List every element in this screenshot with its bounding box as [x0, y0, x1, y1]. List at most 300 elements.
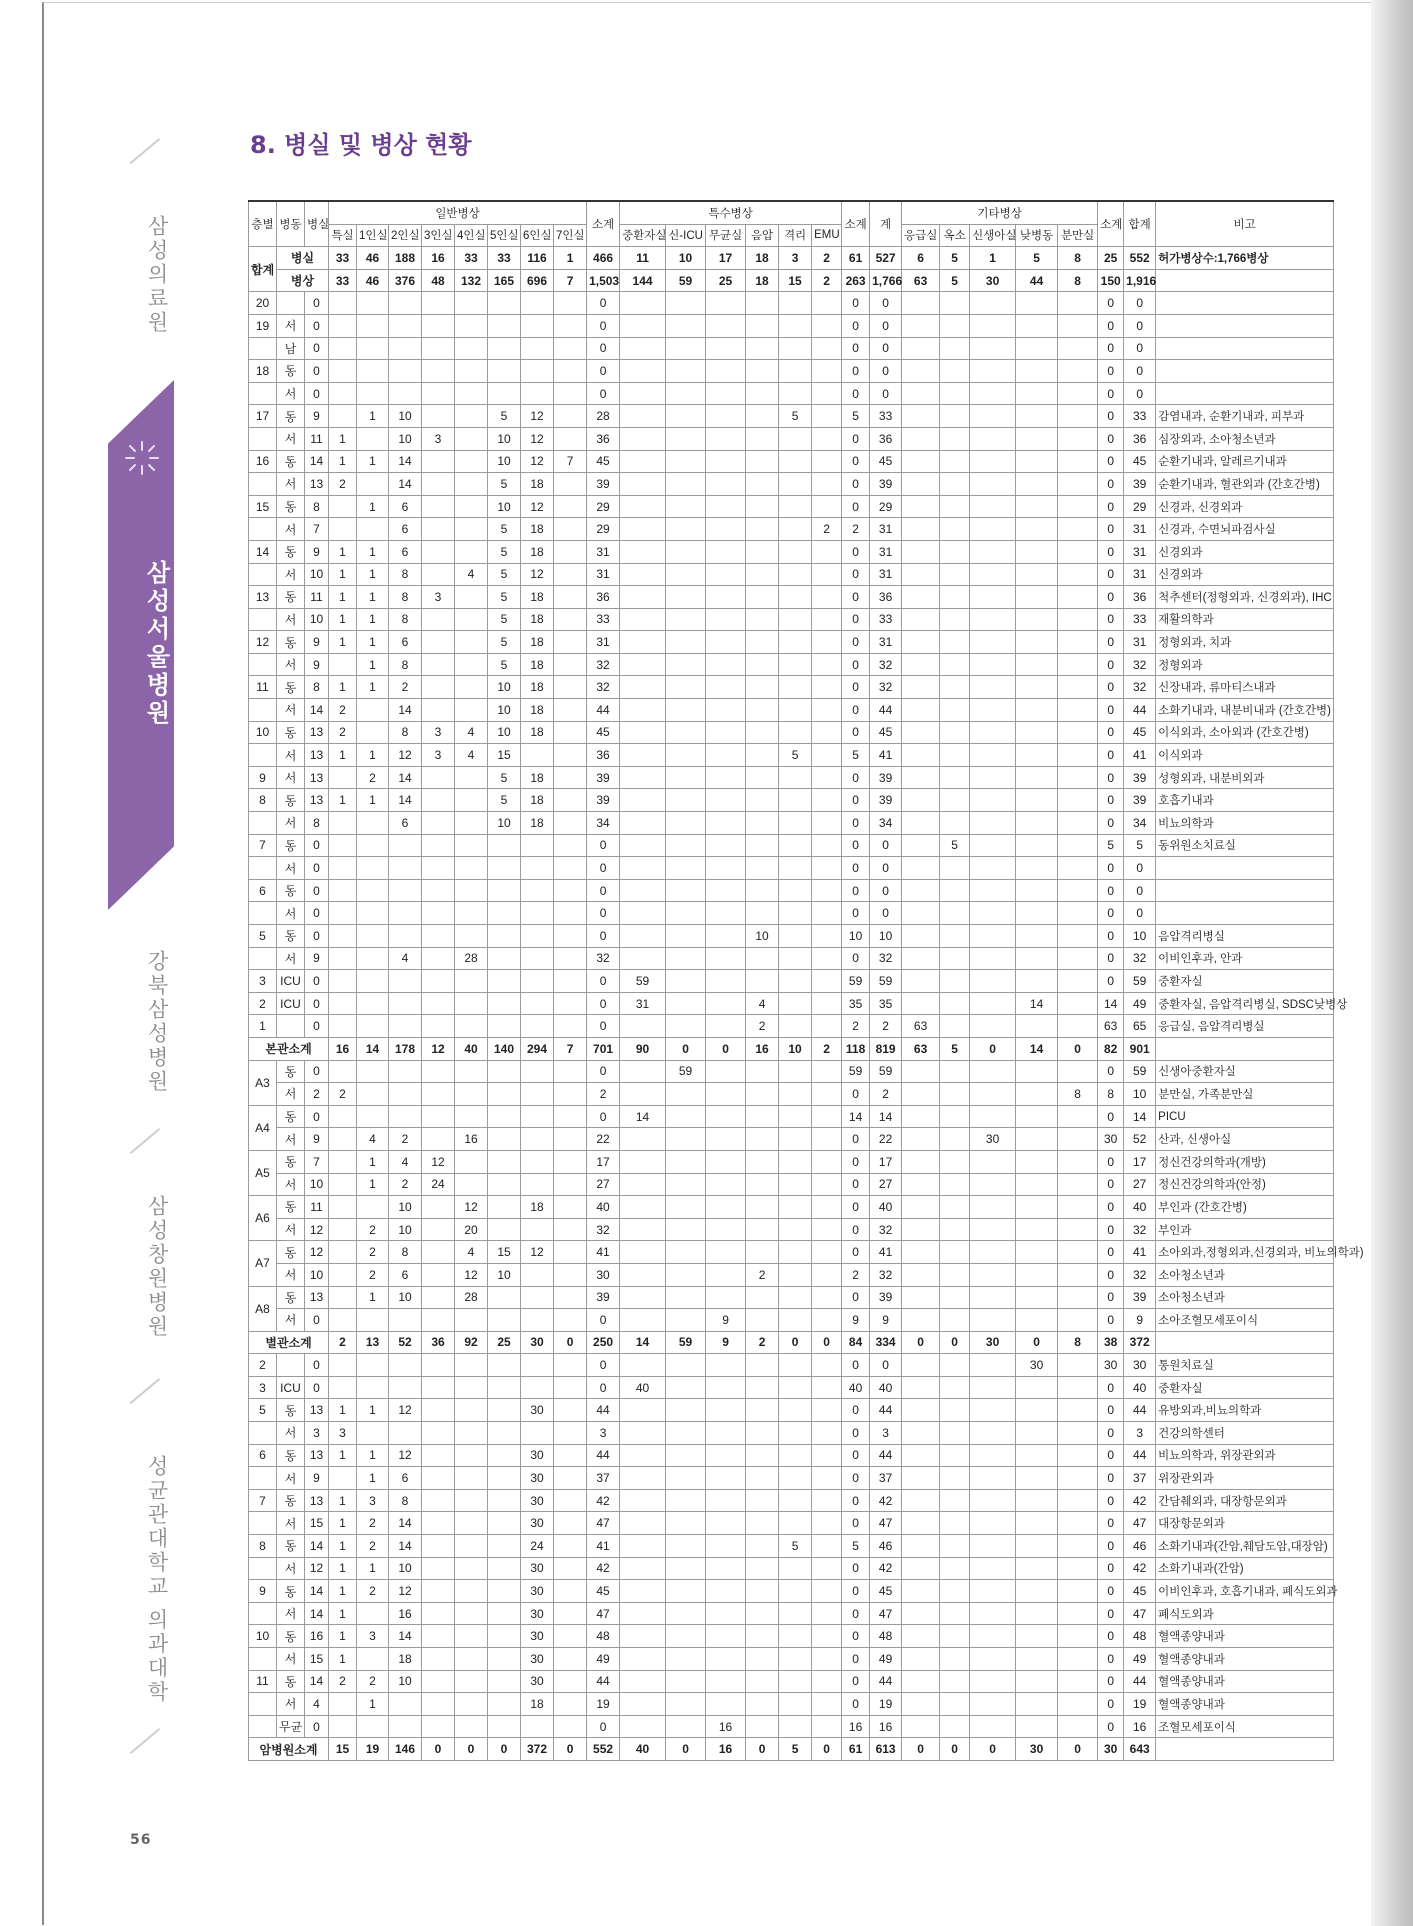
table-row [249, 1489, 1334, 1512]
table-cell [620, 1602, 666, 1625]
table-cell [746, 789, 779, 812]
table-cell [249, 518, 277, 541]
table-cell [940, 563, 970, 586]
table-cell: 14 [389, 1535, 422, 1558]
table-cell: 1 [329, 1580, 357, 1603]
table-cell [746, 586, 779, 609]
table-cell: 527 [870, 247, 902, 270]
table-cell: 1 [329, 676, 357, 699]
table-cell: 0 [1124, 857, 1156, 880]
table-cell: 0 [455, 1738, 488, 1761]
table-cell: 5 [249, 1399, 277, 1422]
table-cell: 20 [455, 1218, 488, 1241]
table-cell [940, 1648, 970, 1671]
table-cell: 33 [1124, 608, 1156, 631]
table-cell: 본관소계 [249, 1037, 329, 1060]
table-cell [746, 947, 779, 970]
table-cell [706, 1286, 746, 1309]
table-cell [422, 902, 455, 925]
table-cell [249, 1602, 277, 1625]
table-cell: 10 [249, 721, 277, 744]
table-cell: 11 [305, 1196, 329, 1219]
table-cell: 폐식도외과 [1156, 1602, 1334, 1625]
table-cell: 0 [305, 1015, 329, 1038]
table-row [249, 1241, 1334, 1264]
table-cell: 소아외과,정형외과,신경외과, 비뇨의학과) [1156, 1241, 1334, 1264]
table-cell [422, 812, 455, 835]
table-cell: 250 [587, 1331, 620, 1354]
table-cell: 10 [488, 495, 521, 518]
table-cell: 0 [587, 1309, 620, 1332]
table-cell [554, 1376, 587, 1399]
table-cell [940, 992, 970, 1015]
header-cell: 특실 [329, 224, 357, 247]
table-cell: 59 [620, 970, 666, 993]
table-cell: 0 [305, 970, 329, 993]
table-cell [488, 1309, 521, 1332]
table-cell: 위장관외과 [1156, 1467, 1334, 1490]
table-cell [812, 1354, 842, 1377]
table-cell [422, 1083, 455, 1106]
table-cell: 37 [587, 1467, 620, 1490]
table-cell [666, 1535, 706, 1558]
table-cell [554, 653, 587, 676]
table-cell [357, 1196, 389, 1219]
table-cell: 30 [521, 1331, 554, 1354]
table-cell: 2 [587, 1083, 620, 1106]
table-row [249, 631, 1334, 654]
table-cell: 1 [357, 586, 389, 609]
table-cell [620, 812, 666, 835]
table-cell: 14 [389, 1512, 422, 1535]
table-cell: 52 [1124, 1128, 1156, 1151]
table-cell [357, 902, 389, 925]
table-cell: 2 [870, 1015, 902, 1038]
table-cell: 372 [1124, 1331, 1156, 1354]
header-cell: EMU [812, 224, 842, 247]
table-cell [706, 495, 746, 518]
table-cell [554, 699, 587, 722]
table-cell: 8 [305, 812, 329, 835]
table-cell [812, 1489, 842, 1512]
table-cell: 5 [249, 925, 277, 948]
table-cell [779, 1376, 812, 1399]
table-cell: 6 [249, 879, 277, 902]
table-cell: 0 [1124, 382, 1156, 405]
table-cell [666, 1512, 706, 1535]
table-cell [554, 1309, 587, 1332]
table-cell: 16 [455, 1128, 488, 1151]
table-cell [970, 834, 1016, 857]
table-cell: 8 [389, 1489, 422, 1512]
table-cell: 1 [329, 631, 357, 654]
table-cell: 서 [277, 744, 305, 767]
table-cell [940, 314, 970, 337]
table-cell [812, 992, 842, 1015]
table-cell [455, 1399, 488, 1422]
table-cell: 0 [970, 1037, 1016, 1060]
table-cell [746, 857, 779, 880]
table-cell [422, 495, 455, 518]
table-row [249, 857, 1334, 880]
table-cell: 동 [277, 789, 305, 812]
table-cell [488, 1150, 521, 1173]
table-cell: 0 [1098, 744, 1124, 767]
table-cell [1156, 360, 1334, 383]
table-cell: 이비인후과, 안과 [1156, 947, 1334, 970]
table-cell: 144 [620, 269, 666, 292]
table-cell: 63 [902, 269, 940, 292]
page-number: 56 [130, 1832, 152, 1848]
table-cell: 33 [870, 608, 902, 631]
table-cell [970, 405, 1016, 428]
table-cell [902, 970, 940, 993]
table-cell: 1 [357, 495, 389, 518]
table-cell [706, 676, 746, 699]
table-cell [940, 1241, 970, 1264]
table-cell: 33 [587, 608, 620, 631]
table-cell: 0 [587, 1715, 620, 1738]
table-cell [357, 1105, 389, 1128]
table-cell [357, 992, 389, 1015]
table-cell [940, 586, 970, 609]
table-cell: 0 [305, 292, 329, 315]
table-cell: 2 [357, 1535, 389, 1558]
table-cell: 30 [587, 1263, 620, 1286]
table-cell: 2 [357, 1512, 389, 1535]
table-cell: 서 [277, 1173, 305, 1196]
table-cell [746, 1083, 779, 1106]
table-cell: 4 [389, 1150, 422, 1173]
table-cell [249, 699, 277, 722]
table-cell: 13 [305, 473, 329, 496]
table-cell [970, 699, 1016, 722]
table-cell [554, 992, 587, 1015]
table-cell: 0 [1098, 518, 1124, 541]
table-cell [554, 1060, 587, 1083]
table-cell: 18 [521, 473, 554, 496]
table-cell [620, 1196, 666, 1219]
table-cell: 25 [488, 1331, 521, 1354]
table-cell: 8 [305, 495, 329, 518]
table-cell: A3 [249, 1060, 277, 1105]
table-cell [488, 1128, 521, 1151]
table-cell [488, 925, 521, 948]
table-cell [902, 947, 940, 970]
table-cell [746, 1241, 779, 1264]
table-cell: 32 [870, 1218, 902, 1241]
table-cell [666, 1422, 706, 1445]
table-cell: 소아조혈모세포이식 [1156, 1309, 1334, 1332]
table-cell [455, 337, 488, 360]
table-cell [357, 382, 389, 405]
table-cell: 41 [870, 1241, 902, 1264]
table-cell [940, 1150, 970, 1173]
table-cell [455, 1625, 488, 1648]
table-cell: 10 [389, 405, 422, 428]
table-cell: 13 [305, 744, 329, 767]
table-cell [455, 834, 488, 857]
table-cell [422, 1557, 455, 1580]
table-cell [1058, 1105, 1098, 1128]
table-cell: 44 [587, 699, 620, 722]
table-cell: 9 [305, 1128, 329, 1151]
table-cell: 18 [521, 789, 554, 812]
table-cell: 16 [249, 450, 277, 473]
table-cell: 5 [488, 789, 521, 812]
table-cell [746, 540, 779, 563]
table-cell [620, 473, 666, 496]
table-cell [940, 1286, 970, 1309]
table-cell: 8 [1058, 269, 1098, 292]
table-cell: 61 [842, 247, 870, 270]
table-cell: 서 [277, 427, 305, 450]
table-cell [1058, 1489, 1098, 1512]
table-cell: 0 [1098, 699, 1124, 722]
table-cell [554, 812, 587, 835]
table-cell: 0 [940, 1331, 970, 1354]
table-cell [329, 653, 357, 676]
table-cell [666, 608, 706, 631]
table-cell: 6 [389, 518, 422, 541]
table-cell: 0 [842, 540, 870, 563]
table-cell: 14 [1124, 1105, 1156, 1128]
table-cell: 19 [249, 314, 277, 337]
table-cell [422, 1128, 455, 1151]
table-cell [554, 1128, 587, 1151]
table-cell [620, 586, 666, 609]
table-cell [455, 1083, 488, 1106]
table-cell: 1 [329, 1535, 357, 1558]
table-cell [422, 540, 455, 563]
table-cell [812, 834, 842, 857]
table-cell [706, 1467, 746, 1490]
table-cell [812, 676, 842, 699]
table-cell: 18 [521, 1196, 554, 1219]
table-cell [779, 1241, 812, 1264]
table-cell [488, 1648, 521, 1671]
table-cell [277, 1015, 305, 1038]
table-cell: 11 [305, 586, 329, 609]
table-cell [620, 563, 666, 586]
table-cell: 7 [305, 518, 329, 541]
table-cell [1156, 269, 1334, 292]
table-cell [746, 1286, 779, 1309]
table-cell: 59 [1124, 1060, 1156, 1083]
table-cell [422, 789, 455, 812]
table-cell: 동 [277, 360, 305, 383]
table-cell [902, 925, 940, 948]
table-cell: 49 [587, 1648, 620, 1671]
table-cell [940, 360, 970, 383]
table-cell [706, 382, 746, 405]
header-cell: 2인실 [389, 224, 422, 247]
table-cell: 14 [305, 1670, 329, 1693]
table-cell [1016, 879, 1058, 902]
table-cell: 0 [305, 382, 329, 405]
table-cell: 5 [488, 563, 521, 586]
table-cell: 42 [870, 1557, 902, 1580]
table-cell: 동 [277, 676, 305, 699]
table-cell [554, 1105, 587, 1128]
table-cell: 소아청소년과 [1156, 1286, 1334, 1309]
table-cell [1058, 382, 1098, 405]
table-cell: 41 [1124, 1241, 1156, 1264]
table-cell [1156, 292, 1334, 315]
table-cell: 32 [870, 676, 902, 699]
table-cell: 32 [587, 653, 620, 676]
table-cell [521, 1083, 554, 1106]
table-cell [620, 1670, 666, 1693]
table-cell [521, 314, 554, 337]
table-cell: 13 [305, 766, 329, 789]
table-cell [706, 631, 746, 654]
table-cell [1058, 1218, 1098, 1241]
table-cell: 31 [870, 563, 902, 586]
table-cell: 39 [1124, 473, 1156, 496]
table-cell: 16 [706, 1715, 746, 1738]
table-cell [1058, 1286, 1098, 1309]
header-cell: 중환자실 [620, 224, 666, 247]
table-cell: 2 [389, 1173, 422, 1196]
table-cell: 1 [329, 744, 357, 767]
table-cell [357, 360, 389, 383]
table-cell: 9 [706, 1309, 746, 1332]
table-cell [488, 314, 521, 337]
table-cell [620, 653, 666, 676]
table-cell: 0 [305, 834, 329, 857]
table-cell [1016, 1670, 1058, 1693]
table-cell: 0 [870, 879, 902, 902]
table-cell: 14 [357, 1037, 389, 1060]
table-cell: 0 [842, 427, 870, 450]
table-cell: 0 [1098, 586, 1124, 609]
table-row [249, 1150, 1334, 1173]
table-cell [746, 812, 779, 835]
table-cell [970, 1083, 1016, 1106]
table-cell [940, 970, 970, 993]
table-cell: 2 [329, 1670, 357, 1693]
table-cell [1016, 1218, 1058, 1241]
table-cell [746, 766, 779, 789]
table-cell [422, 992, 455, 1015]
table-cell [746, 970, 779, 993]
table-cell: 2 [812, 247, 842, 270]
table-cell [554, 540, 587, 563]
table-cell [1016, 563, 1058, 586]
table-cell [1058, 563, 1098, 586]
table-cell [620, 699, 666, 722]
table-cell: 36 [870, 427, 902, 450]
table-cell [940, 925, 970, 948]
table-cell [620, 608, 666, 631]
table-cell: 중환자실 [1156, 970, 1334, 993]
table-cell [1016, 902, 1058, 925]
table-cell [779, 1015, 812, 1038]
table-cell [455, 676, 488, 699]
table-cell [706, 1693, 746, 1716]
table-cell [1058, 1150, 1098, 1173]
table-cell: 5 [488, 518, 521, 541]
table-cell: 동 [277, 925, 305, 948]
table-cell: 0 [842, 586, 870, 609]
table-cell: 0 [870, 382, 902, 405]
table-cell [812, 337, 842, 360]
table-cell: 39 [870, 789, 902, 812]
table-cell: 30 [1098, 1738, 1124, 1761]
table-cell: 30 [1098, 1128, 1124, 1151]
table-cell [455, 879, 488, 902]
table-cell: 2 [357, 1670, 389, 1693]
table-cell: 2 [329, 699, 357, 722]
table-cell [706, 314, 746, 337]
table-cell [249, 744, 277, 767]
table-row [249, 427, 1334, 450]
table-cell [779, 1354, 812, 1377]
table-cell [554, 1557, 587, 1580]
table-cell [940, 857, 970, 880]
table-cell [1058, 699, 1098, 722]
table-cell [779, 518, 812, 541]
table-cell [455, 473, 488, 496]
table-cell [620, 947, 666, 970]
table-cell: 32 [587, 1218, 620, 1241]
table-cell: 정형외과 [1156, 653, 1334, 676]
bed-status-table [248, 200, 1364, 1761]
table-cell [357, 699, 389, 722]
table-cell: 서 [277, 563, 305, 586]
table-cell: 0 [666, 1738, 706, 1761]
table-cell [422, 450, 455, 473]
table-cell: 0 [305, 879, 329, 902]
table-cell [666, 789, 706, 812]
table-cell: 34 [587, 812, 620, 835]
table-cell [620, 360, 666, 383]
table-cell [1016, 1241, 1058, 1264]
table-cell [902, 1648, 940, 1671]
table-cell [902, 540, 940, 563]
table-cell [706, 1354, 746, 1377]
table-cell: 이비인후과, 호흡기내과, 폐식도외과 [1156, 1580, 1334, 1603]
table-cell [620, 879, 666, 902]
table-row [249, 1309, 1334, 1332]
table-cell: 0 [1098, 1648, 1124, 1671]
table-cell [554, 1196, 587, 1219]
table-cell [249, 563, 277, 586]
table-cell: 14 [389, 766, 422, 789]
table-cell [521, 834, 554, 857]
table-cell [812, 812, 842, 835]
table-cell [666, 766, 706, 789]
table-cell [746, 1399, 779, 1422]
table-cell [620, 857, 666, 880]
table-cell: 12 [422, 1150, 455, 1173]
table-cell [746, 1580, 779, 1603]
table-cell: 0 [1098, 947, 1124, 970]
table-cell [554, 1422, 587, 1445]
table-cell [1156, 337, 1334, 360]
table-cell: 동 [277, 1286, 305, 1309]
table-cell: 0 [1098, 314, 1124, 337]
table-cell [389, 360, 422, 383]
table-cell: 0 [870, 360, 902, 383]
table-cell [357, 1083, 389, 1106]
table-cell [455, 699, 488, 722]
table-cell: 0 [842, 1512, 870, 1535]
table-cell [1058, 992, 1098, 1015]
table-cell: 2 [842, 518, 870, 541]
table-cell: 서 [277, 382, 305, 405]
